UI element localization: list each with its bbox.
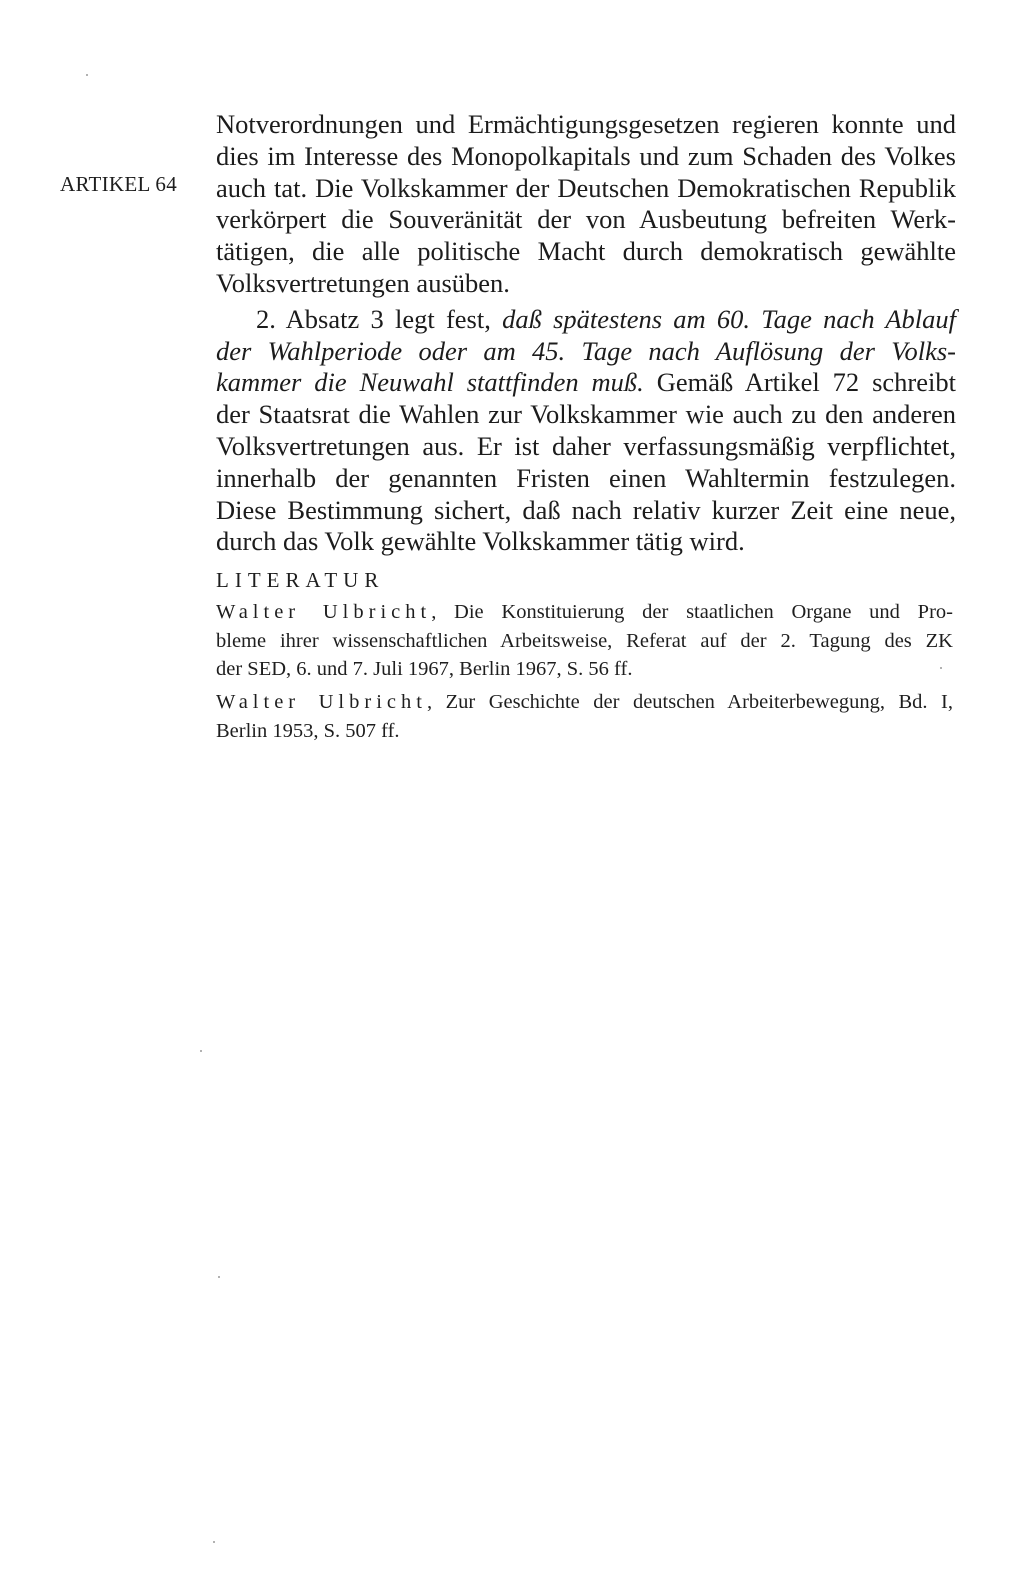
literature-entry: [216, 688, 953, 745]
literature-heading: LITERATUR: [216, 568, 385, 592]
author-name: Walter Ulbricht: [216, 601, 432, 623]
plain-text: 2. Absatz 3 legt fest,: [256, 303, 491, 334]
text-line: [216, 367, 956, 399]
author-name: Walter Ulbricht: [216, 691, 427, 713]
text-line: [216, 304, 956, 336]
emphasized-text: kammer die Neuwahl stattfinden muß.: [216, 367, 644, 398]
text-line: auch tat. Die Volkskammer der Deutschen Demokratischen Republik: [216, 172, 956, 203]
article-margin-label: ARTIKEL 64: [60, 172, 178, 196]
literature-line: bleme ihrer wissenschaftlichen Arbeitsweise, Referat auf der 2. Tagung des ZK: [216, 629, 953, 652]
emphasized-text-line: der Wahlperiode oder am 45. Tage nach Auflösung der Volks-: [216, 335, 956, 366]
text-line: tätigen, die alle politische Macht durch demokratisch gewählte: [216, 236, 956, 267]
paragraph-2: [216, 304, 956, 558]
citation-text: , Zur Geschichte der deutschen Arbeiterbewegung, Bd. I,: [426, 691, 953, 713]
text-line: der Staatsrat die Wahlen zur Volkskammer wie auch zu den anderen: [216, 399, 956, 430]
text-line: durch das Volk gewählte Volkskammer tätig wird.: [216, 526, 745, 557]
literature-line: [216, 598, 953, 627]
paper-speck: [218, 1276, 220, 1278]
text-line: Notverordnungen und Ermächtigungsgesetzen regieren konnte und: [216, 109, 956, 139]
emphasized-text: daß spätestens am 60. Tage nach Ablauf: [502, 303, 957, 334]
text-line: verkörpert die Souveränität der von Ausbeutung befreiten Werk-: [216, 204, 956, 235]
text-line: Volksvertretungen ausüben.: [216, 267, 510, 298]
plain-text: Gemäß Artikel 72 schreibt: [656, 367, 956, 398]
literature-line: Berlin 1953, S. 507 ff.: [216, 719, 400, 742]
body-text: [216, 109, 956, 558]
literature-line: [216, 688, 953, 717]
paper-speck: [86, 74, 88, 76]
text-line: innerhalb der genannten Fristen einen Wahltermin festzulegen.: [216, 462, 956, 493]
paper-speck: [213, 1541, 215, 1543]
text-line: dies im Interesse des Monopolkapitals und zum Schaden des Volkes: [216, 140, 956, 171]
text-line: Diese Bestimmung sichert, daß nach relativ kurzer Zeit eine neue,: [216, 494, 956, 525]
literature-line: der SED, 6. und 7. Juli 1967, Berlin 1967, S. 56 ff.: [216, 658, 633, 680]
text-line: Volksvertretungen aus. Er ist daher verfassungsmäßig verpflichtet,: [216, 430, 956, 461]
citation-text: , Die Konstituierung der staatlichen Organe und Pro-: [431, 601, 953, 623]
paragraph-1: [216, 109, 956, 300]
paper-speck: [940, 667, 942, 669]
paper-speck: [200, 1050, 202, 1052]
literature-entry: [216, 598, 953, 684]
